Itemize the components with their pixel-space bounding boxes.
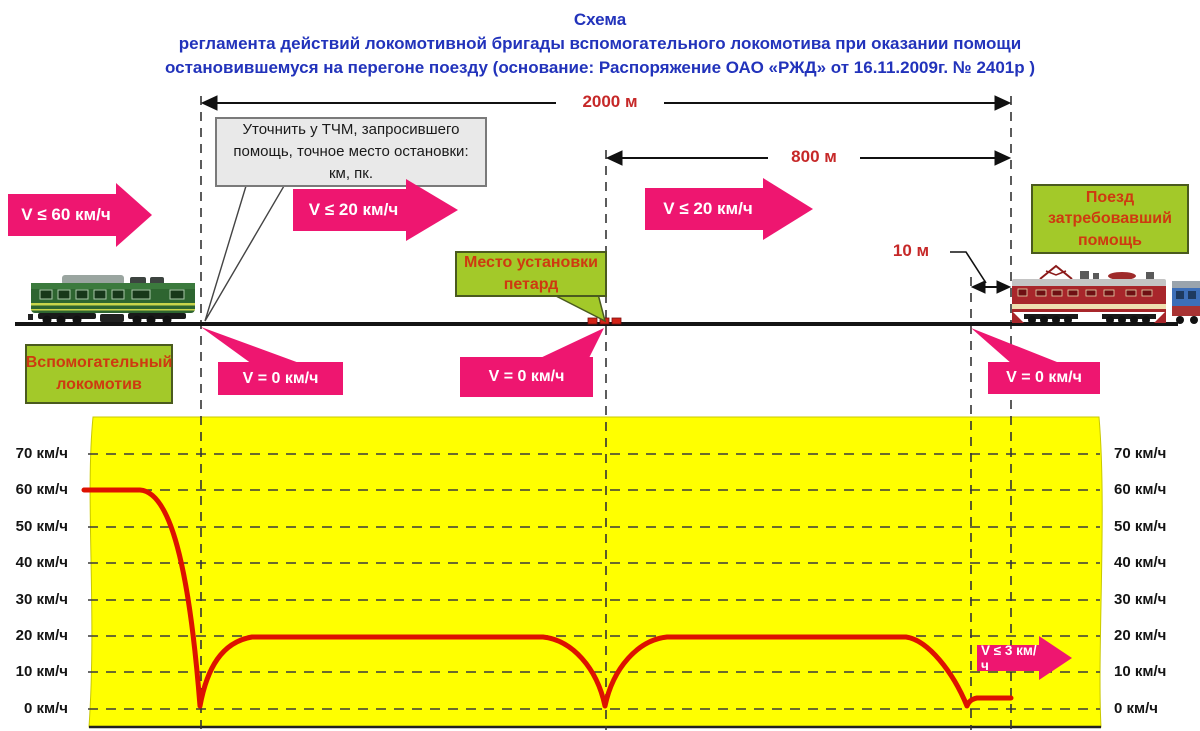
speed-arrow-20-first-label: V ≤ 20 км/ч <box>293 189 406 231</box>
requesting-train-label: Поезд затребовавший помощь <box>1031 184 1189 254</box>
page-title-line1: Схема <box>573 10 627 29</box>
speed-arrow-3-label: V ≤ 3 км/ч <box>977 645 1039 671</box>
speed-arrow-60-head <box>116 183 152 247</box>
ytick-left-40: 40 км/ч <box>15 554 68 571</box>
ytick-left-60: 60 км/ч <box>15 481 68 498</box>
petard-place-callout: Место установки петард <box>455 251 607 297</box>
stop3-label: V = 0 км/ч <box>988 362 1100 394</box>
ytick-right-50: 50 км/ч <box>1114 518 1167 535</box>
clarify-callout: Уточнить у ТЧМ, запросившего помощь, точное место остановки: км, пк. <box>215 117 487 187</box>
ytick-right-60: 60 км/ч <box>1114 481 1167 498</box>
stopped-train-image <box>1010 259 1200 325</box>
speed-arrow-60-label: V ≤ 60 км/ч <box>8 194 116 236</box>
ytick-left-0: 0 км/ч <box>24 700 68 717</box>
helper-locomotive-image <box>28 270 198 325</box>
ytick-right-10: 10 км/ч <box>1114 663 1167 680</box>
ytick-left-10: 10 км/ч <box>15 663 68 680</box>
ytick-right-30: 30 км/ч <box>1114 591 1167 608</box>
speed-arrow-20-second-head <box>763 178 813 240</box>
ytick-left-50: 50 км/ч <box>15 518 68 535</box>
petard-callout-tail <box>552 294 605 321</box>
helper-locomotive-label: Вспомогательный локомотив <box>25 344 173 404</box>
ytick-right-70: 70 км/ч <box>1114 445 1167 462</box>
dimension-label-2000m: 2000 м <box>556 92 664 112</box>
ytick-left-20: 20 км/ч <box>15 627 68 644</box>
stop1-label: V = 0 км/ч <box>218 362 343 395</box>
stop2-label: V = 0 км/ч <box>460 357 593 397</box>
page-title-line2: регламента действий локомотивной бригады вспомогательного локомотива при оказании помощи <box>178 34 1022 53</box>
dimension-arrow-10m <box>948 252 1010 293</box>
ytick-right-20: 20 км/ч <box>1114 627 1167 644</box>
page-title-line3: остановившемуся на перегоне поезду (основание: Распоряжение ОАО «РЖД» от 16.11.2009г. № 2401р ) <box>164 58 1036 77</box>
stop-label-tails <box>201 327 1062 364</box>
clarify-callout-connector <box>205 186 284 321</box>
dimension-label-800m: 800 м <box>768 147 860 167</box>
ytick-left-70: 70 км/ч <box>15 445 68 462</box>
speed-arrow-3-head <box>1039 636 1072 680</box>
speed-arrow-20-first-head <box>406 179 458 241</box>
dimension-label-10m: 10 м <box>872 241 950 261</box>
ytick-right-40: 40 км/ч <box>1114 554 1167 571</box>
ytick-left-30: 30 км/ч <box>15 591 68 608</box>
speed-arrow-20-second-label: V ≤ 20 км/ч <box>645 188 763 230</box>
ytick-right-0: 0 км/ч <box>1114 700 1158 717</box>
